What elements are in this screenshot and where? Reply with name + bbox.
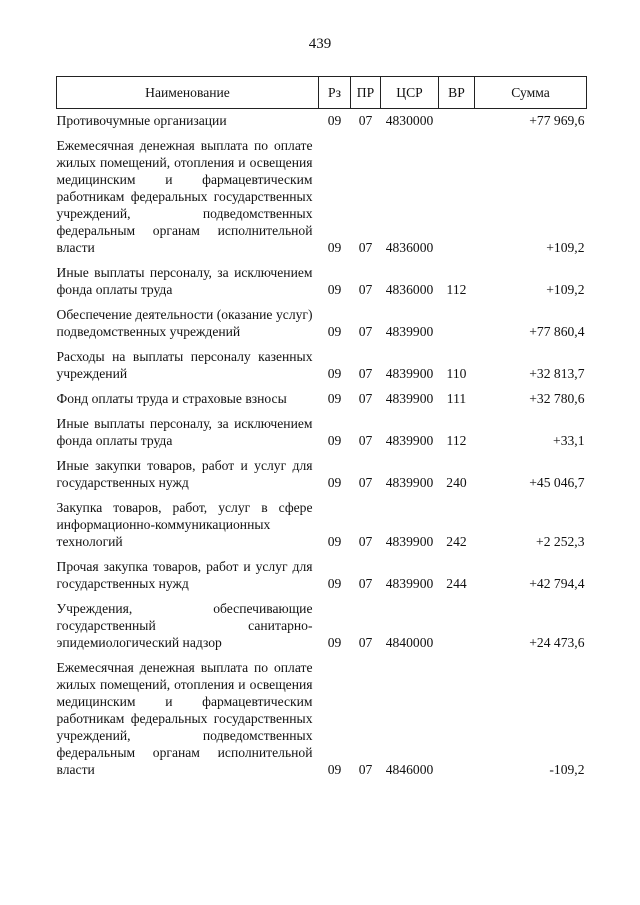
cell-vr [439,655,475,782]
cell-pr: 07 [358,534,373,549]
table-row [57,109,587,134]
cell-rz: 09 [327,282,342,297]
cell-rz: 09 [327,635,342,650]
table-header-row [57,77,587,109]
cell-pr: 07 [358,576,373,591]
cell-vr: 111 [446,391,467,406]
cell-name: Иные выплаты персоналу, за исключением фонда оплаты труда [56,265,313,297]
table-row [57,411,587,453]
cell-pr: 07 [358,282,373,297]
cell-pr: 07 [358,635,373,650]
cell-pr: 07 [358,240,373,255]
cell-csr: 4836000 [385,240,434,255]
cell-pr: 07 [358,433,373,448]
cell-vr [439,133,475,260]
table-row [57,655,587,782]
cell-name: Прочая закупка товаров, работ и услуг для государственных нужд [56,559,313,591]
header-pr: ПР [351,77,381,109]
cell-csr: 4839900 [385,475,434,490]
cell-rz: 09 [327,762,342,777]
cell-csr: 4839900 [385,576,434,591]
cell-rz: 09 [327,433,342,448]
cell-sum: +32 780,6 [529,391,585,406]
cell-pr: 07 [358,324,373,339]
cell-rz: 09 [327,366,342,381]
cell-sum: +24 473,6 [529,635,585,650]
cell-csr: 4839900 [385,324,434,339]
cell-sum: +77 860,4 [529,324,585,339]
cell-pr: 07 [358,391,373,406]
cell-name: Иные закупки товаров, работ и услуг для государственных нужд [56,458,313,490]
table-body [57,109,587,783]
cell-vr: 240 [446,475,467,490]
cell-rz: 09 [327,324,342,339]
cell-pr: 07 [358,762,373,777]
cell-sum: -109,2 [549,762,585,777]
cell-csr: 4839900 [385,391,434,406]
cell-sum: +42 794,4 [529,576,585,591]
cell-rz: 09 [327,576,342,591]
cell-csr: 4839900 [385,366,434,381]
cell-pr: 07 [358,475,373,490]
table-row [57,386,587,411]
table-row [57,133,587,260]
table-row [57,344,587,386]
cell-rz: 09 [327,113,342,128]
cell-vr: 112 [446,282,467,297]
table-row [57,260,587,302]
cell-sum: +109,2 [546,240,585,255]
cell-csr: 4830000 [385,113,434,128]
cell-name: Обеспечение деятельности (оказание услуг) подведомственных учреждений [56,307,313,339]
cell-name: Закупка товаров, работ, услуг в сфере информационно-коммуникационных технологий [56,500,313,549]
cell-sum: +33,1 [553,433,585,448]
cell-name: Расходы на выплаты персоналу казенных учреждений [56,349,313,381]
cell-sum: +109,2 [546,282,585,297]
cell-rz: 09 [327,475,342,490]
table-row [57,495,587,554]
cell-pr: 07 [358,366,373,381]
cell-name: Противочумные организации [56,113,227,128]
cell-sum: +32 813,7 [529,366,585,381]
header-rz: Рз [319,77,351,109]
header-vr: ВР [439,77,475,109]
cell-sum: +77 969,6 [529,113,585,128]
cell-name: Ежемесячная денежная выплата по оплате жилых помещений, отопления и освещения медицинским и фармацевтическим работникам федеральных государственных учреждений, подведомственных федеральным органам исполнительной власти [56,660,313,777]
cell-sum: +45 046,7 [529,475,585,490]
cell-vr [439,109,475,134]
cell-csr: 4846000 [385,762,434,777]
cell-csr: 4836000 [385,282,434,297]
cell-rz: 09 [327,391,342,406]
cell-csr: 4840000 [385,635,434,650]
cell-vr: 244 [446,576,467,591]
cell-rz: 09 [327,534,342,549]
cell-sum: +2 252,3 [536,534,585,549]
page-number: 439 [308,36,332,52]
cell-rz: 09 [327,240,342,255]
header-name: Наименование [57,77,319,109]
table-row [57,596,587,655]
cell-name: Учреждения, обеспечивающие государственный санитарно-эпидемиологический надзор [56,601,313,650]
cell-name: Иные выплаты персоналу, за исключением фонда оплаты труда [56,416,313,448]
cell-vr: 242 [446,534,467,549]
cell-vr: 110 [446,366,467,381]
table-row [57,453,587,495]
header-csr: ЦСР [381,77,439,109]
table-row [57,302,587,344]
header-sum: Сумма [475,77,587,109]
cell-pr: 07 [358,113,373,128]
cell-csr: 4839900 [385,534,434,549]
cell-vr [439,302,475,344]
budget-table [56,76,587,782]
table-row [57,554,587,596]
cell-vr [439,596,475,655]
cell-name: Ежемесячная денежная выплата по оплате жилых помещений, отопления и освещения медицинским и фармацевтическим работникам федеральных государственных учреждений, подведомственных федеральным органам исполнительной власти [56,138,313,255]
cell-name: Фонд оплаты труда и страховые взносы [56,391,287,406]
cell-vr: 112 [446,433,467,448]
cell-csr: 4839900 [385,433,434,448]
